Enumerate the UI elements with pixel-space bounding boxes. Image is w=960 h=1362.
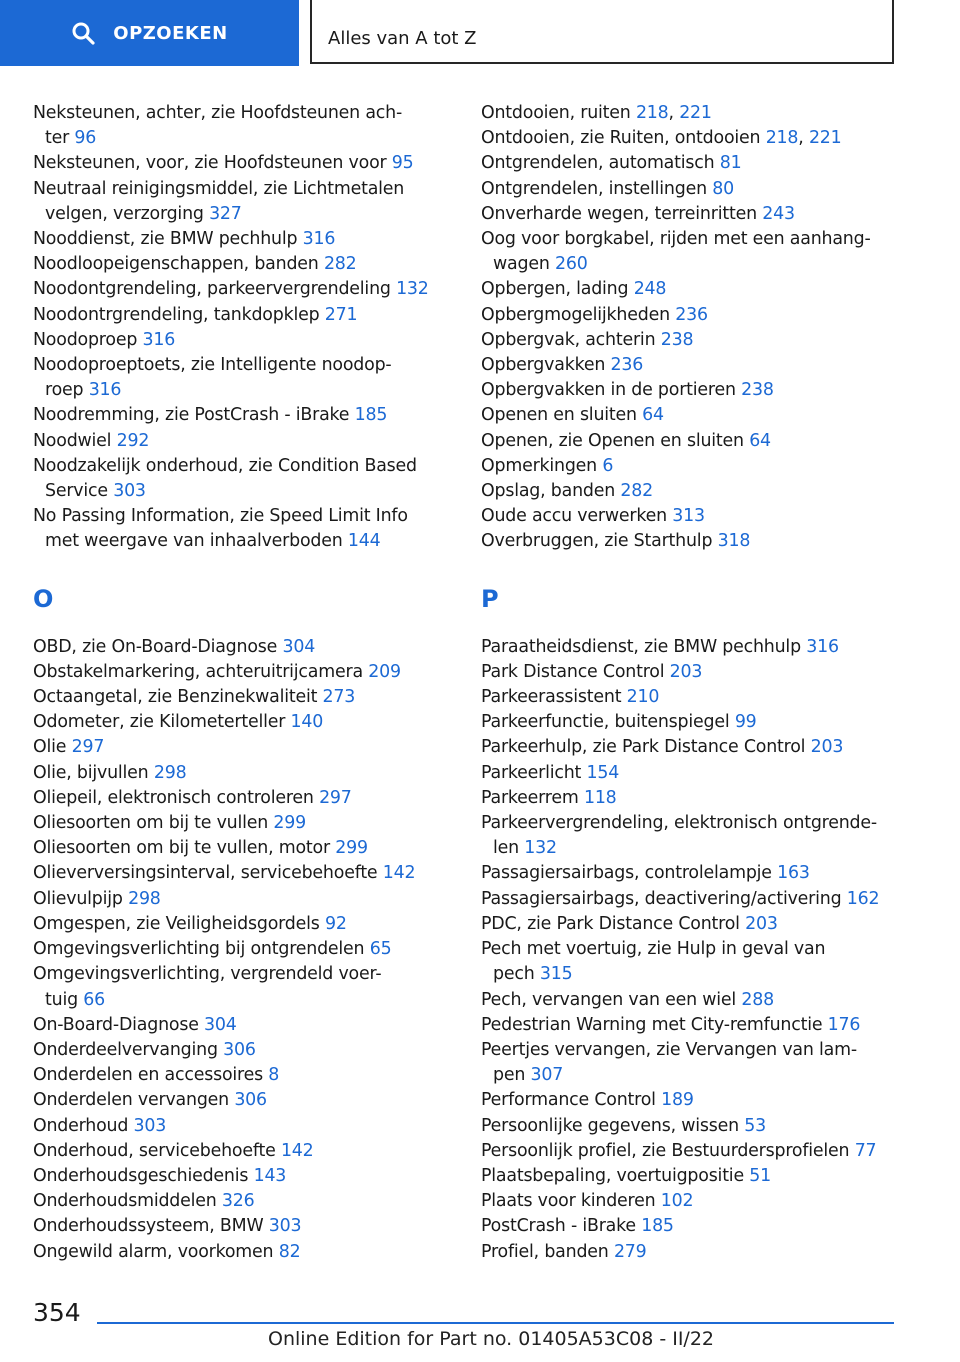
index-entry xyxy=(33,887,453,912)
entry-text: Noodloopeigenschappen, banden xyxy=(33,254,319,275)
page-link[interactable]: 66 xyxy=(83,989,105,1010)
index-entry xyxy=(481,1088,906,1113)
page-link[interactable]: 203 xyxy=(669,661,703,682)
entry-text: Oliesoorten om bij te vullen xyxy=(33,813,269,834)
index-entry xyxy=(33,761,453,786)
entry-text: Ontgrendelen, automatisch xyxy=(481,153,715,174)
index-entry xyxy=(481,378,906,403)
index-entry xyxy=(33,861,453,886)
search-icon xyxy=(71,21,95,45)
page-link[interactable]: 218 xyxy=(635,103,669,123)
index-entry xyxy=(33,1240,453,1265)
page-link[interactable]: 326 xyxy=(221,1191,255,1212)
page-link[interactable]: 144 xyxy=(347,531,381,552)
entry-text: Opbergvakken xyxy=(481,355,606,376)
top-bar xyxy=(0,0,960,66)
entry-text: Ontdooien, ruiten xyxy=(481,103,631,123)
index-entry xyxy=(481,101,906,126)
index-entry xyxy=(481,303,906,328)
page-link[interactable]: 209 xyxy=(368,661,401,682)
index-entry xyxy=(33,635,453,660)
page-link[interactable]: 96 xyxy=(74,128,97,149)
entry-text: Openen, zie Openen en sluiten xyxy=(481,430,744,451)
page-link[interactable]: 236 xyxy=(675,304,708,325)
page-link[interactable]: 271 xyxy=(324,304,358,325)
page-link[interactable]: 53 xyxy=(744,1115,767,1136)
index-entry xyxy=(481,177,906,202)
entry-text: Olie, bijvullen xyxy=(33,762,149,783)
entry-text: Oude accu verwerken xyxy=(481,506,667,527)
index-entry xyxy=(481,277,906,302)
index-entry xyxy=(481,202,906,227)
page-link[interactable]: 185 xyxy=(641,1216,674,1237)
index-entry xyxy=(33,303,453,328)
entry-text: Pech met voertuig, zie Hulp in geval van xyxy=(481,939,826,960)
index-entry xyxy=(33,1189,453,1214)
index-entry xyxy=(33,454,453,504)
page-link[interactable]: 203 xyxy=(810,737,844,758)
entry-text: Onverharde wegen, terreinritten xyxy=(481,203,757,224)
entry-text: Noodoproep xyxy=(33,329,138,350)
page-link[interactable]: 154 xyxy=(586,762,620,783)
page-link[interactable]: 140 xyxy=(290,712,324,733)
page-link[interactable]: 8 xyxy=(268,1065,280,1086)
entry-text: Openen en sluiten xyxy=(481,405,637,426)
page-link[interactable]: 218 xyxy=(765,128,799,149)
index-entry xyxy=(481,1164,906,1189)
page-link[interactable]: 318 xyxy=(717,531,751,552)
footer-rule xyxy=(97,1322,894,1324)
entry-text: Neksteunen, achter, zie Hoofdsteunen ach- xyxy=(33,103,403,123)
index-entry xyxy=(33,328,453,353)
page-link[interactable]: 238 xyxy=(741,380,774,401)
page-link[interactable]: 132 xyxy=(524,838,557,859)
index-entry xyxy=(481,1214,906,1239)
entry-text: Onderhoud, servicebehoefte xyxy=(33,1140,276,1161)
index-entry xyxy=(33,429,453,454)
page-link[interactable]: 297 xyxy=(319,787,352,808)
index-entry xyxy=(481,887,906,912)
entry-text: Opbergen, lading xyxy=(481,279,629,300)
entry-text: Noodwiel xyxy=(33,430,112,451)
page-link[interactable]: 95 xyxy=(391,153,414,174)
entry-text: Nooddienst, zie BMW pechhulp xyxy=(33,229,298,250)
page-link[interactable]: 313 xyxy=(672,506,705,527)
entry-text: Parkeerhulp, zie Park Distance Control xyxy=(481,737,806,758)
page-link[interactable]: 299 xyxy=(335,838,368,859)
page-link[interactable]: 298 xyxy=(128,888,161,909)
entry-text: Onderhoud xyxy=(33,1115,129,1136)
search-button[interactable] xyxy=(0,0,299,66)
index-entry xyxy=(481,328,906,353)
page-link[interactable]: 303 xyxy=(133,1115,167,1136)
index-entry xyxy=(481,988,906,1013)
entry-text: Pedestrian Warning met City-remfunctie xyxy=(481,1014,823,1035)
breadcrumb-label: Alles van A tot Z xyxy=(328,28,477,49)
index-entry xyxy=(33,277,453,302)
entry-text: Profiel, banden xyxy=(481,1241,609,1262)
entry-text: Olieverversingsinterval, servicebehoefte xyxy=(33,863,378,884)
page-link[interactable]: 316 xyxy=(806,636,839,657)
index-entry xyxy=(481,635,906,660)
entry-text: Persoonlijk profiel, zie Bestuurdersprofielen xyxy=(481,1140,850,1161)
entry-text: Parkeerassistent xyxy=(481,687,622,708)
index-entry xyxy=(33,710,453,735)
index-entry xyxy=(481,710,906,735)
index-entry xyxy=(481,1240,906,1265)
entry-text: Parkeervergrendeling, elektronisch ontgrende- xyxy=(481,813,877,834)
page-link[interactable]: 189 xyxy=(661,1090,694,1111)
page-link[interactable]: 292 xyxy=(116,430,150,451)
entry-text-continued: ter xyxy=(45,128,70,149)
section-letter: O xyxy=(33,584,54,613)
breadcrumb[interactable] xyxy=(310,0,894,64)
page-link[interactable]: 102 xyxy=(660,1191,694,1212)
page-link[interactable]: 307 xyxy=(530,1065,564,1086)
search-button-label: OPZOEKEN xyxy=(113,22,228,44)
entry-text: Opbergvakken in de portieren xyxy=(481,380,736,401)
index-entry xyxy=(33,1139,453,1164)
page-link[interactable]: 82 xyxy=(278,1241,301,1262)
page-number: 354 xyxy=(33,1298,81,1327)
index-entry xyxy=(33,504,453,554)
entry-text: Parkeerfunctie, buitenspiegel xyxy=(481,712,730,733)
entry-text: Passagiersairbags, controlelampje xyxy=(481,863,772,884)
entry-text: Noodoproeptoets, zie Intelligente noodop- xyxy=(33,355,392,376)
page-link[interactable]: 80 xyxy=(712,178,734,199)
page-link[interactable]: 299 xyxy=(273,813,307,834)
page-link[interactable]: 316 xyxy=(142,329,176,350)
entry-text: Onderdeelvervanging xyxy=(33,1039,218,1060)
index-entry xyxy=(33,1088,453,1113)
index-entry xyxy=(481,504,906,529)
entry-text: Oliepeil, elektronisch controleren xyxy=(33,787,314,808)
index-entry xyxy=(33,962,453,1012)
index-entry xyxy=(481,151,906,176)
entry-text: No Passing Information, zie Speed Limit Info xyxy=(33,506,408,527)
entry-text: Oog voor borgkabel, rijden met een aanhang- xyxy=(481,229,871,250)
page-link[interactable]: 99 xyxy=(734,712,757,733)
entry-text: OBD, zie On-Board-Diagnose xyxy=(33,636,278,657)
entry-text: Olievulpijp xyxy=(33,888,123,909)
page-link[interactable]: 6 xyxy=(602,455,614,476)
entry-text-continued: Service xyxy=(45,481,108,502)
entry-text: Opbergvak, achterin xyxy=(481,329,656,350)
entry-text: Persoonlijke gegevens, wissen xyxy=(481,1115,739,1136)
index-entry xyxy=(481,353,906,378)
entry-text: Opbergmogelijkheden xyxy=(481,304,670,325)
entry-text: Performance Control xyxy=(481,1090,656,1111)
page-link[interactable]: 65 xyxy=(369,939,392,960)
page-link[interactable]: 163 xyxy=(777,863,810,884)
index-entry xyxy=(33,1063,453,1088)
page-link[interactable]: 304 xyxy=(282,636,316,657)
page-link[interactable]: 203 xyxy=(745,913,778,934)
entry-text: Ontdooien, zie Ruiten, ontdooien xyxy=(481,128,761,149)
entry-text: Onderhoudssysteem, BMW xyxy=(33,1216,264,1237)
page-link[interactable]: 81 xyxy=(719,153,742,174)
page-link[interactable]: 142 xyxy=(280,1140,314,1161)
entry-text: Onderdelen en accessoires xyxy=(33,1065,263,1086)
page-link[interactable]: 327 xyxy=(209,203,242,224)
entry-text: Onderhoudsgeschiedenis xyxy=(33,1165,249,1186)
entry-text: Passagiersairbags, deactivering/activering xyxy=(481,888,842,909)
page-link[interactable]: 51 xyxy=(749,1165,772,1186)
index-entry xyxy=(33,1114,453,1139)
index-entry xyxy=(33,660,453,685)
page-link[interactable]: 132 xyxy=(396,279,429,300)
index-entry xyxy=(33,1038,453,1063)
entry-text: On-Board-Diagnose xyxy=(33,1014,199,1035)
entry-text-continued: len xyxy=(493,838,519,859)
page-link[interactable]: 77 xyxy=(854,1140,877,1161)
index-entry xyxy=(481,1114,906,1139)
entry-text: Odometer, zie Kilometerteller xyxy=(33,712,286,733)
entry-text: Paraatheidsdienst, zie BMW pechhulp xyxy=(481,636,801,657)
entry-text: Opmerkingen xyxy=(481,455,598,476)
index-entry xyxy=(481,403,906,428)
index-entry xyxy=(33,403,453,428)
page-link[interactable]: 143 xyxy=(253,1165,287,1186)
entry-text: Parkeerrem xyxy=(481,787,579,808)
index-entry xyxy=(481,937,906,987)
index-entry xyxy=(33,811,453,836)
index-entry xyxy=(481,1038,906,1088)
page-link[interactable]: 298 xyxy=(153,762,187,783)
page-link[interactable]: 288 xyxy=(741,989,774,1010)
page-link[interactable]: 185 xyxy=(354,405,388,426)
index-entry xyxy=(481,660,906,685)
index-entry xyxy=(481,761,906,786)
section-letter: P xyxy=(481,584,499,613)
page-link[interactable]: 279 xyxy=(613,1241,647,1262)
page-link[interactable]: 236 xyxy=(610,355,644,376)
entry-text: Obstakelmarkering, achteruitrijcamera xyxy=(33,661,363,682)
index-entry xyxy=(33,937,453,962)
page-link[interactable]: 316 xyxy=(88,380,122,401)
entry-text: Olie xyxy=(33,737,67,758)
page-link[interactable]: 260 xyxy=(554,254,588,275)
index-column-left xyxy=(33,101,453,1265)
entry-text: Ongewild alarm, voorkomen xyxy=(33,1241,274,1262)
page-link[interactable]: 64 xyxy=(642,405,664,426)
entry-text: Noodontgrendeling, parkeervergrendeling xyxy=(33,279,391,300)
entry-text: PDC, zie Park Distance Control xyxy=(481,913,740,934)
index-entry xyxy=(33,735,453,760)
entry-text: Parkeerlicht xyxy=(481,762,582,783)
entry-text: Octaangetal, zie Benzinekwaliteit xyxy=(33,687,318,708)
entry-text-continued: velgen, verzorging xyxy=(45,203,204,224)
entry-text-continued: pen xyxy=(493,1065,526,1086)
entry-text: Omgespen, zie Veiligheidsgordels xyxy=(33,913,320,934)
index-entry xyxy=(33,151,453,176)
entry-text: Peertjes vervangen, zie Vervangen van lam- xyxy=(481,1039,857,1060)
index-entry xyxy=(33,353,453,403)
page-link[interactable]: 142 xyxy=(382,863,416,884)
index-entry xyxy=(33,252,453,277)
page-link[interactable]: 303 xyxy=(113,481,146,502)
page-link[interactable]: 306 xyxy=(234,1090,267,1111)
page-link[interactable]: 221 xyxy=(679,103,712,123)
page-link[interactable]: 176 xyxy=(827,1014,861,1035)
page-link[interactable]: 273 xyxy=(322,687,356,708)
index-entry xyxy=(481,429,906,454)
page-link[interactable]: 297 xyxy=(71,737,105,758)
entry-text: Omgevingsverlichting, vergrendeld voer- xyxy=(33,964,382,985)
index-entry xyxy=(33,227,453,252)
page-link[interactable]: 282 xyxy=(620,481,653,502)
page-link[interactable]: 210 xyxy=(626,687,660,708)
edition-footer: Online Edition for Part no. 01405A53C08 - II/22 xyxy=(268,1328,715,1350)
page-link[interactable]: 304 xyxy=(204,1014,237,1035)
entry-text: Overbruggen, zie Starthulp xyxy=(481,531,713,552)
index-entry xyxy=(481,786,906,811)
index-entry xyxy=(481,912,906,937)
entry-text: Neutraal reinigingsmiddel, zie Lichtmetalen xyxy=(33,178,405,199)
index-entry xyxy=(33,685,453,710)
index-entry xyxy=(33,177,453,227)
entry-text: PostCrash - iBrake xyxy=(481,1216,636,1237)
entry-text: Noodzakelijk onderhoud, zie Condition Based xyxy=(33,455,417,476)
page-link[interactable]: 238 xyxy=(660,329,694,350)
page-link[interactable]: 118 xyxy=(583,787,617,808)
index-entry xyxy=(481,454,906,479)
entry-text: Omgevingsverlichting bij ontgrendelen xyxy=(33,939,365,960)
entry-text: Park Distance Control xyxy=(481,661,665,682)
index-entry xyxy=(33,101,453,151)
page-link[interactable]: 248 xyxy=(633,279,667,300)
page-link[interactable]: 243 xyxy=(762,203,795,224)
entry-text: Plaats voor kinderen xyxy=(481,1191,656,1212)
index-entry xyxy=(481,126,906,151)
index-entry xyxy=(481,685,906,710)
page-link[interactable]: 162 xyxy=(846,888,880,909)
index-entry xyxy=(33,786,453,811)
index-entry xyxy=(481,811,906,861)
entry-text: Ontgrendelen, instellingen xyxy=(481,178,707,199)
page-link[interactable]: 303 xyxy=(268,1216,302,1237)
entry-text: Onderdelen vervangen xyxy=(33,1090,229,1111)
page-link[interactable]: 64 xyxy=(749,430,771,451)
index-entry xyxy=(33,836,453,861)
entry-text: Noodontrgrendeling, tankdopklep xyxy=(33,304,320,325)
index-entry xyxy=(481,479,906,504)
page-separator: , xyxy=(668,103,674,123)
page-separator: , xyxy=(798,128,804,149)
index-column-right xyxy=(481,101,906,1265)
entry-text-continued: met weergave van inhaalverboden xyxy=(45,531,343,552)
entry-text-continued: pech xyxy=(493,964,535,985)
page-link[interactable]: 282 xyxy=(323,254,357,275)
index-entry xyxy=(481,529,906,554)
entry-text: Plaatsbepaling, voertuigpositie xyxy=(481,1165,744,1186)
index-entry xyxy=(33,912,453,937)
index-entry xyxy=(33,1214,453,1239)
page-link[interactable]: 315 xyxy=(539,964,573,985)
entry-text-continued: roep xyxy=(45,380,84,401)
entry-text: Noodremming, zie PostCrash - iBrake xyxy=(33,405,350,426)
entry-text: Neksteunen, voor, zie Hoofdsteunen voor xyxy=(33,153,387,174)
entry-text-continued: wagen xyxy=(493,254,550,275)
index-entry xyxy=(481,1189,906,1214)
index-entry xyxy=(33,1013,453,1038)
page-link[interactable]: 221 xyxy=(808,128,842,149)
entry-text: Pech, vervangen van een wiel xyxy=(481,989,737,1010)
index-entry xyxy=(481,227,906,277)
page-link[interactable]: 316 xyxy=(302,229,336,250)
page-link[interactable]: 92 xyxy=(324,913,347,934)
index-entry xyxy=(481,1139,906,1164)
index-entry xyxy=(481,735,906,760)
entry-text: Oliesoorten om bij te vullen, motor xyxy=(33,838,330,859)
index-entry xyxy=(481,1013,906,1038)
entry-text: Opslag, banden xyxy=(481,481,616,502)
page-link[interactable]: 306 xyxy=(223,1039,256,1060)
index-entry xyxy=(481,861,906,886)
entry-text-continued: tuig xyxy=(45,989,78,1010)
entry-text: Onderhoudsmiddelen xyxy=(33,1191,217,1212)
index-entry xyxy=(33,1164,453,1189)
